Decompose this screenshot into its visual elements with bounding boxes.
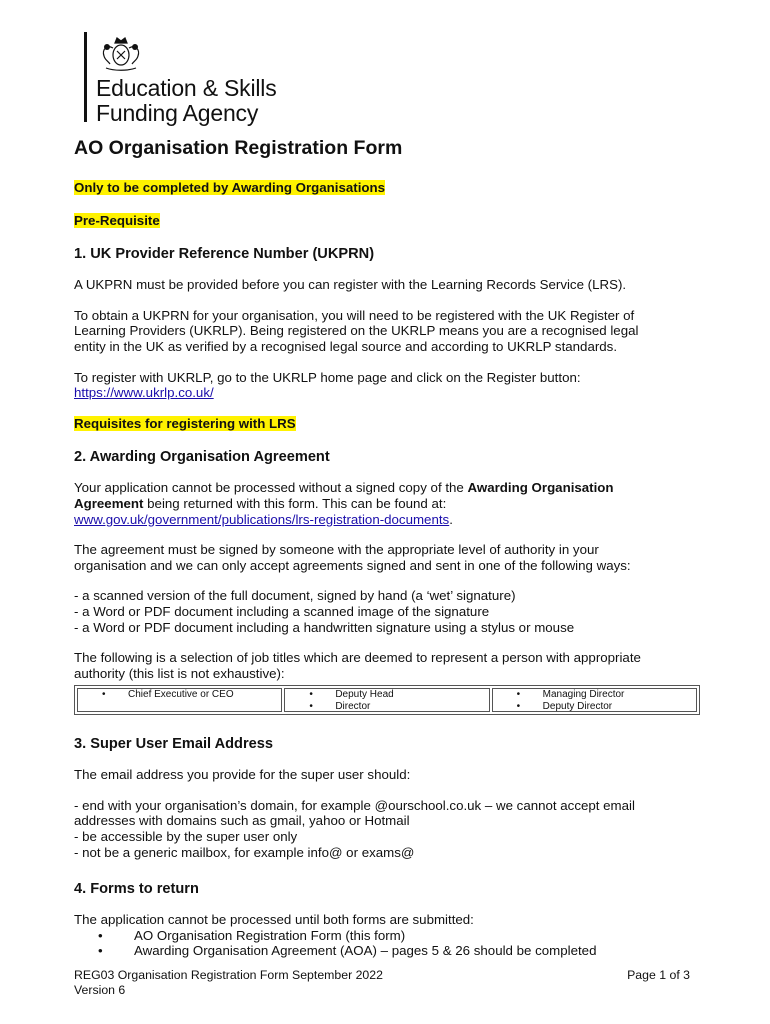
logo-divider (84, 32, 87, 122)
section-2-p1-bold: Awarding Organisation (467, 480, 614, 496)
email-requirement-line: - not be a generic mailbox, for example info@ or exams@ (74, 844, 415, 860)
logo-line-1: Education & Skills (96, 75, 277, 101)
requisites-heading: Requisites for registering with LRS (74, 415, 296, 431)
section-2-p1-start: Your application cannot be processed without a signed copy of the (74, 480, 468, 496)
logo-line-2: Funding Agency (96, 100, 259, 126)
job-titles-cell (492, 688, 697, 712)
job-titles-cell (284, 688, 489, 712)
notice-paragraph (74, 180, 698, 196)
form-list-item: • Awarding Organisation Agreement (AOA) – pages 5 & 26 should be completed (74, 943, 698, 959)
section-2-p1-end: being returned with this form. This can be found at: (143, 495, 447, 511)
job-titles-table (74, 685, 700, 715)
esfa-logo (84, 32, 324, 126)
job-title-item: • Managing Director (517, 689, 625, 701)
requisites-paragraph (74, 416, 698, 432)
section-1-p2-line: To obtain a UKPRN for your organisation, you will need to be registered with the UK Register of (74, 307, 635, 323)
email-requirements (74, 798, 698, 860)
section-1-heading: 1. UK Provider Reference Number (UKPRN) (74, 246, 375, 263)
section-4-p1: The application cannot be processed until both forms are submitted: (74, 912, 474, 928)
section-2-p1-bold: Agreement (74, 495, 144, 511)
signature-way-item: - a Word or PDF document including a handwritten signature using a stylus or mouse (74, 619, 575, 635)
section-2-p3 (74, 650, 698, 681)
section-1-p3-text: To register with UKRLP, go to the UKRLP home page and click on the Register button: (74, 369, 581, 385)
section-1-p2-line: Learning Providers (UKRLP). Being registered on the UKRLP means you are a recognised legal (74, 323, 639, 339)
section-2-p1 (74, 480, 698, 527)
page-title: AO Organisation Registration Form (74, 137, 403, 159)
job-title-item: • Deputy Head (309, 689, 393, 701)
section-2-p3-line: authority (this list is not exhaustive): (74, 665, 285, 681)
gov-uk-link[interactable]: www.gov.uk/government/publications/lrs-registration-documents (74, 511, 450, 527)
section-1-p1: A UKPRN must be provided before you can register with the Learning Records Service (LRS). (74, 277, 627, 293)
email-requirement-line: addresses with domains such as gmail, yahoo or Hotmail (74, 813, 410, 829)
section-3-heading: 3. Super User Email Address (74, 736, 273, 753)
link-suffix: . (449, 511, 453, 527)
section-2-p2-line: organisation and we can only accept agreements signed and sent in one of the following ways: (74, 557, 631, 573)
signature-way-item: - a Word or PDF document including a scanned image of the signature (74, 603, 490, 619)
prereq-heading: Pre-Requisite (74, 212, 160, 228)
section-2-p2 (74, 542, 698, 573)
royal-crest-icon (98, 34, 144, 72)
email-requirement-line: - be accessible by the super user only (74, 829, 298, 845)
job-titles-cell (77, 688, 282, 712)
section-1-p2 (74, 308, 698, 355)
section-2-heading: 2. Awarding Organisation Agreement (74, 449, 330, 466)
document-body (74, 136, 698, 959)
job-title-item: • Chief Executive or CEO (102, 689, 234, 701)
footer-version: Version 6 (74, 983, 126, 997)
prereq-paragraph (74, 213, 698, 229)
page-footer (74, 968, 690, 998)
footer-page-number: Page 1 of 3 (627, 968, 690, 982)
section-3-p1: The email address you provide for the super user should: (74, 767, 411, 783)
form-list-item: • AO Organisation Registration Form (this form) (74, 928, 698, 944)
signature-ways-list (74, 588, 698, 635)
job-title-item: • Deputy Director (517, 701, 625, 713)
job-title-item: • Director (309, 701, 393, 713)
footer-doc-title: REG03 Organisation Registration Form September 2022 (74, 968, 383, 982)
section-2-p2-line: The agreement must be signed by someone with the appropriate level of authority in your (74, 542, 599, 558)
section-2-p3-line: The following is a selection of job titles which are deemed to represent a person with appropriate (74, 650, 641, 666)
logo-wordmark (96, 76, 277, 126)
ukrlp-link[interactable]: https://www.ukrlp.co.uk/ (74, 385, 214, 401)
section-1-p3 (74, 370, 698, 401)
section-4-heading: 4. Forms to return (74, 881, 199, 898)
email-requirement-line: - end with your organisation’s domain, for example @ourschool.co.uk – we cannot accept email (74, 797, 635, 813)
forms-list (74, 928, 698, 959)
section-1-p2-line: entity in the UK as verified by a recognised legal source and according to UKRLP standards. (74, 338, 618, 354)
signature-way-item: - a scanned version of the full document, signed by hand (a ‘wet’ signature) (74, 588, 516, 604)
notice-highlight: Only to be completed by Awarding Organisations (74, 180, 386, 195)
